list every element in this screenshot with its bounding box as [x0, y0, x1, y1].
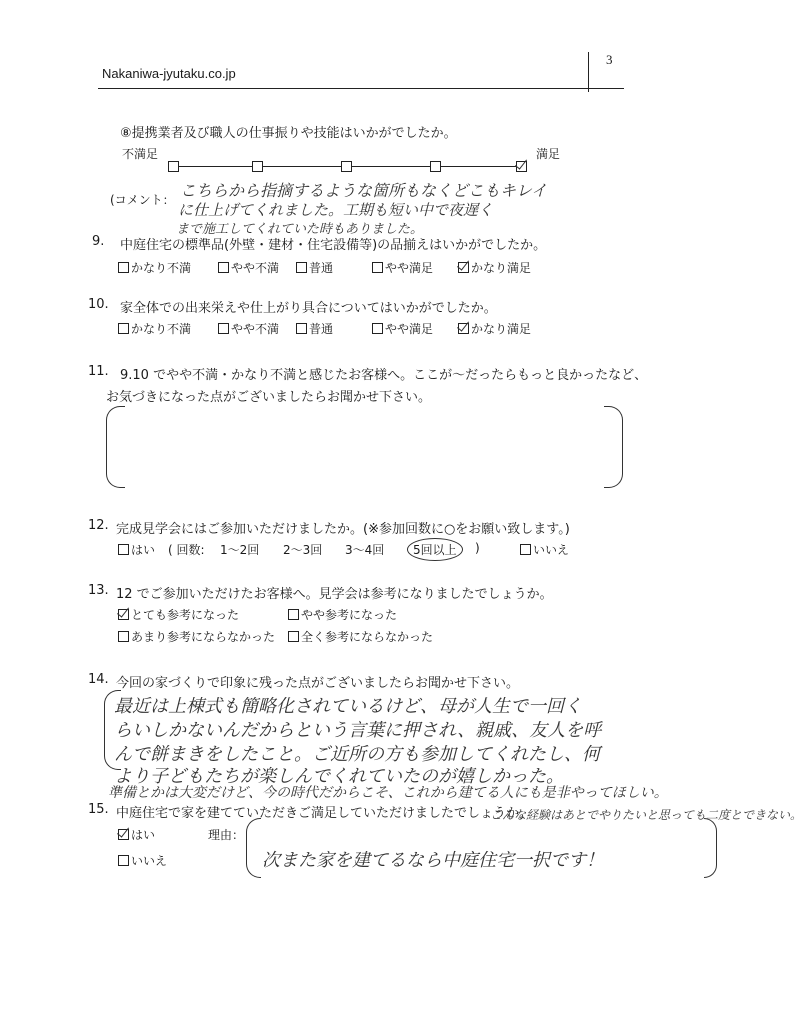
- q8-scale-box-5[interactable]: [516, 161, 527, 172]
- q13-checkbox-2[interactable]: [288, 609, 299, 620]
- q9-question: 中庭住宅の標準品(外壁・建材・住宅設備等)の品揃えはいかがでしたか。: [120, 238, 547, 253]
- q12-count-3: 3～4回: [345, 543, 385, 557]
- q15-yes-option[interactable]: [118, 826, 155, 843]
- q10-option-label-5: かなり満足: [471, 322, 532, 336]
- q12-number: 12.: [88, 518, 109, 533]
- q12-count-2: 2～3回: [283, 543, 323, 557]
- q14-answer-line-2: らいしかないんだからという言葉に押され、親戚、友人を呼: [114, 720, 602, 741]
- q14-answer-line-6: こんな経験はあとでやりたいと思っても二度とできない。: [490, 808, 802, 822]
- q15-question: 中庭住宅で家を建てていただきご満足していただけましたでしょうか。: [116, 806, 533, 821]
- q10-number: 10.: [88, 297, 109, 312]
- q10-option-label-3: 普通: [309, 322, 334, 336]
- q11-line-2: お気づきになった点がございましたらお聞かせ下さい。: [106, 390, 432, 405]
- q12-count-4-circled: 5回以上: [407, 538, 463, 561]
- q12-yes-option[interactable]: [118, 541, 155, 558]
- q12-question: 完成見学会にはご参加いただけましたか。(※参加回数に○をお願い致します。): [116, 522, 570, 537]
- q8-comment-label: (コメント：: [110, 193, 175, 207]
- q11-answer-bracket-left: [106, 406, 125, 488]
- q13-option-label-2: やや参考になった: [301, 608, 398, 622]
- q10-checkbox-4[interactable]: [372, 323, 383, 334]
- q12-no-label: いいえ: [533, 543, 570, 557]
- q9-checkbox-5[interactable]: [458, 262, 469, 273]
- q15-number: 15.: [88, 802, 109, 817]
- q9-checkbox-2[interactable]: [218, 262, 229, 273]
- q13-checkbox-1[interactable]: [118, 609, 129, 620]
- q10-option-4[interactable]: [372, 320, 433, 337]
- q10-option-label-1: かなり不満: [131, 322, 192, 336]
- q9-checkbox-1[interactable]: [118, 262, 129, 273]
- q9-option-1[interactable]: [118, 259, 191, 276]
- q10-option-1[interactable]: [118, 320, 191, 337]
- q9-checkbox-4[interactable]: [372, 262, 383, 273]
- q13-checkbox-4[interactable]: [288, 631, 299, 642]
- q8-question: ⑧提携業者及び職人の仕事振りや技能はいかがでしたか。: [120, 126, 457, 141]
- q15-reason-bracket-left: [246, 818, 261, 878]
- q10-checkbox-2[interactable]: [218, 323, 229, 334]
- q9-option-label-5: かなり満足: [471, 261, 532, 275]
- q15-no-option[interactable]: [118, 852, 167, 869]
- q10-checkbox-5[interactable]: [458, 323, 469, 334]
- q13-option-label-4: 全く参考にならなかった: [301, 630, 434, 644]
- q15-no-label: いいえ: [131, 854, 168, 868]
- q15-reason-label: 理由：: [208, 828, 245, 842]
- q8-comment-line-2: に仕上げてくれました。工期も短い中で夜遅く: [178, 201, 494, 219]
- q12-count-1: 1～2回: [220, 543, 260, 557]
- header-divider-vertical: [588, 52, 589, 92]
- q10-option-5[interactable]: [458, 320, 531, 337]
- q8-right-label: 満足: [536, 147, 561, 161]
- q10-checkbox-3[interactable]: [296, 323, 307, 334]
- header-rule: [98, 88, 624, 89]
- q15-reason-text: 次また家を建てるなら中庭住宅一択です！: [262, 850, 604, 871]
- q10-question: 家全体での出来栄えや仕上がり具合についてはいかがでしたか。: [120, 301, 497, 316]
- page-number: 3: [606, 52, 613, 67]
- q13-number: 13.: [88, 583, 109, 598]
- q13-option-3[interactable]: [118, 628, 275, 645]
- q13-option-label-3: あまり参考にならなかった: [131, 630, 276, 644]
- q13-option-4[interactable]: [288, 628, 433, 645]
- q12-count-label: ( 回数:: [168, 543, 205, 557]
- q11-number: 11.: [88, 364, 109, 379]
- q9-option-label-1: かなり不満: [131, 261, 192, 275]
- q13-question: 12 でご参加いただけたお客様へ。見学会は参考になりましたでしょうか。: [116, 587, 553, 602]
- q12-yes-checkbox[interactable]: [118, 544, 129, 555]
- q11-answer-bracket-right: [604, 406, 623, 488]
- q12-no-checkbox[interactable]: [520, 544, 531, 555]
- q15-yes-label: はい: [131, 828, 156, 842]
- q8-comment-line-1: こちらから指摘するような箇所もなくどこもキレイ: [180, 181, 548, 200]
- q15-yes-checkbox[interactable]: [118, 829, 129, 840]
- q14-answer-line-1: 最近は上棟式も簡略化されているけど、母が人生で一回く: [114, 696, 582, 717]
- q13-option-2[interactable]: [288, 606, 397, 623]
- q8-scale-box-3[interactable]: [341, 161, 352, 172]
- q10-option-2[interactable]: [218, 320, 279, 337]
- q14-question: 今回の家づくりで印象に残った点がございましたらお聞かせ下さい。: [116, 676, 520, 691]
- q13-option-label-1: とても参考になった: [131, 608, 240, 622]
- q14-answer-line-4: より子どもたちが楽しんでくれていたのが嬉しかった。: [114, 766, 564, 787]
- q14-answer-line-5: 準備とかは大変だけど、今の時代だからこそ、これから建てる人にも是非やってほしい。: [108, 785, 668, 801]
- q9-number: 9.: [92, 234, 105, 249]
- q8-scale-box-1[interactable]: [168, 161, 179, 172]
- q15-no-checkbox[interactable]: [118, 855, 129, 866]
- site-url: Nakaniwa-jyutaku.co.jp: [102, 66, 236, 81]
- q10-option-label-2: やや不満: [231, 322, 280, 336]
- q9-option-label-2: やや不満: [231, 261, 280, 275]
- q12-yes-label: はい: [131, 543, 156, 557]
- q15-reason-bracket-right: [704, 818, 717, 878]
- q13-checkbox-3[interactable]: [118, 631, 129, 642]
- q13-option-1[interactable]: [118, 606, 239, 623]
- q9-option-3[interactable]: [296, 259, 333, 276]
- q8-scale-box-4[interactable]: [430, 161, 441, 172]
- q9-option-5[interactable]: [458, 259, 531, 276]
- q8-scale-box-2[interactable]: [252, 161, 263, 172]
- q12-no-option[interactable]: [520, 541, 569, 558]
- q10-checkbox-1[interactable]: [118, 323, 129, 334]
- q10-option-label-4: やや満足: [385, 322, 434, 336]
- q9-option-2[interactable]: [218, 259, 279, 276]
- q8-comment-line-3: まで施工してくれていた時もありました。: [176, 222, 424, 237]
- q9-checkbox-3[interactable]: [296, 262, 307, 273]
- q9-option-label-3: 普通: [309, 261, 334, 275]
- q9-option-4[interactable]: [372, 259, 433, 276]
- q14-number: 14.: [88, 672, 109, 687]
- q9-option-label-4: やや満足: [385, 261, 434, 275]
- q11-line-1: 9.10 でやや不満・かなり不満と感じたお客様へ。ここが～だったらもっと良かったなど、: [120, 368, 648, 383]
- q10-option-3[interactable]: [296, 320, 333, 337]
- q12-close-paren: ): [475, 541, 480, 555]
- q14-answer-line-3: んで餅まきをしたこと。ご近所の方も参加してくれたし、何: [114, 744, 600, 765]
- q8-left-label: 不満足: [122, 147, 159, 161]
